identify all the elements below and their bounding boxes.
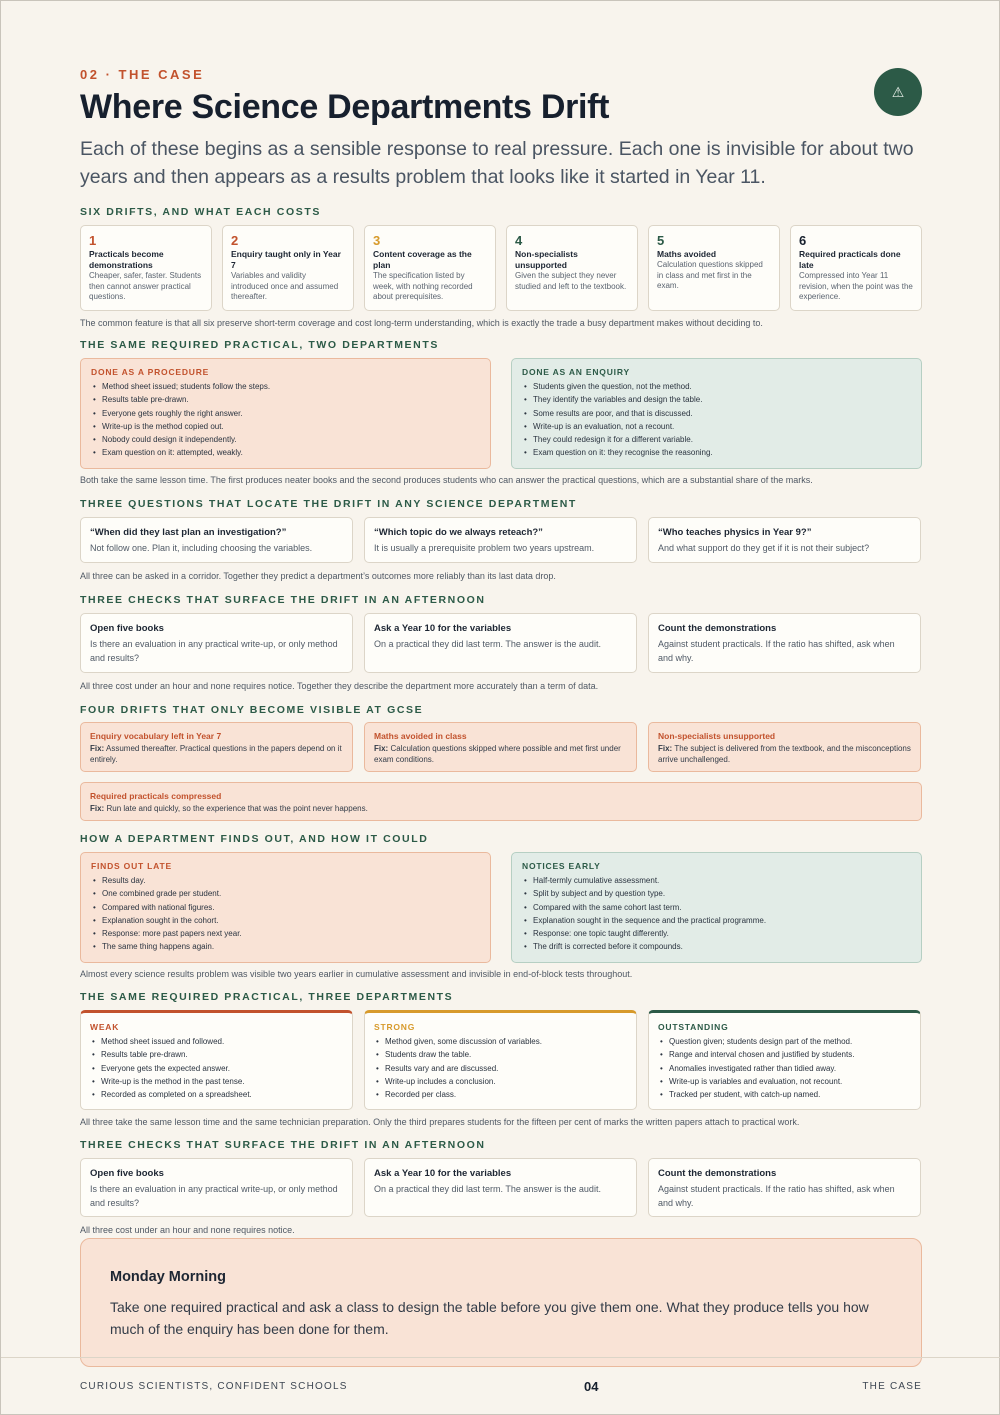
tier-title: WEAK [90,1022,120,1032]
procedure-list [91,380,480,460]
list-item: • Results day. [91,874,480,887]
list-item: • Write-up is the method in the past tense. [90,1075,343,1088]
list-item: • Write-up is an evaluation, not a recount. [522,420,911,433]
page-lede: Each of these begins as a sensible response to real pressure. Each one is invisible for about two years and then appears as a results problem that looks like it started in Year 11. [80,138,914,188]
checks-heading: THREE CHECKS THAT SURFACE THE DRIFT IN AN AFTERNOON [80,594,486,606]
practical-three-note: All three take the same lesson time and the same technician preparation. Only the third prepares students for the fifteen per cent of marks the written papers attach to practical work. [80,1117,800,1127]
gcse-drift-card-wide [80,782,922,821]
drift-number: 2 [231,233,239,248]
question-card [364,517,637,563]
tier-card-outstanding [648,1010,921,1110]
check-card [648,613,921,673]
gcse-drift-fix: Fix: The subject is delivered from the textbook, and the misconceptions arrive unchallenged. [658,744,911,764]
finds-out-late-panel [80,852,491,963]
list-item: • Compared with the same cohort last term. [522,901,911,914]
check-desc: On a practical they did last term. The answer is the audit. [374,639,601,649]
tiers-row [80,1010,922,1110]
gcse-row [80,722,922,772]
list-item: • Results table pre-drawn. [91,393,480,406]
tier-list [374,1035,627,1101]
list-item: • Write-up includes a conclusion. [374,1075,627,1088]
gcse-drift-fix: Fix: Assumed thereafter. Practical questions in the papers depend on it entirely. [90,744,342,764]
check-card [80,613,353,673]
check-title: Count the demonstrations [658,623,777,634]
drift-card [506,225,638,311]
enquiry-title: DONE AS AN ENQUIRY [522,367,630,377]
check-desc: Against student practicals. If the ratio has shifted, ask when and why. [658,639,895,663]
page-footer [80,1379,922,1395]
drift-desc: Variables and validity introduced once and assumed thereafter. [231,271,339,301]
page-content [80,67,922,1367]
enquiry-list [522,380,911,460]
gcse-drift-card [80,722,353,772]
list-item: • Response: more past papers next year. [91,927,480,940]
check-desc: Against student practicals. If the ratio has shifted, ask when and why. [658,1184,895,1208]
list-item: • Results table pre-drawn. [90,1048,343,1061]
drift-title: Practicals become demonstrations [89,249,164,270]
procedure-panel [80,358,491,469]
drift-card [648,225,780,311]
check-title: Ask a Year 10 for the variables [374,1168,512,1179]
check-title: Open five books [90,1168,164,1179]
checks-note: All three cost under an hour and none requires notice. [80,1225,295,1235]
list-item: • Write-up is the method copied out. [91,420,480,433]
tier-title: OUTSTANDING [658,1022,729,1032]
question-card [648,517,921,563]
drift-desc: Calculation questions skipped in class and met first in the exam. [657,260,763,290]
practical-two-panels [80,358,922,469]
drift-card [790,225,922,311]
question-desc: And what support do they get if it is not their subject? [658,543,870,553]
list-item: • Response: one topic taught differently. [522,927,911,940]
finds-out-late-list [91,874,480,954]
drift-desc: Cheaper, safer, faster. Students then cannot answer practical questions. [89,271,202,301]
warning-icon: ⚠ [874,68,922,116]
questions-row [80,517,922,563]
question-title: “When did they last plan an investigation?” [90,527,287,538]
drift-desc: Compressed into Year 11 revision, when the point was the experience. [799,271,913,301]
list-item: • Anomalies investigated rather than tidied away. [658,1062,911,1075]
drift-title: Content coverage as the plan [373,249,472,270]
drifts-heading: SIX DRIFTS, AND WHAT EACH COSTS [80,206,321,218]
drift-card [222,225,354,311]
question-card [80,517,353,563]
drift-title: Maths avoided [657,249,717,259]
list-item: • Range and interval chosen and justified by students. [658,1048,911,1061]
finds-out-panels [80,852,922,963]
practical-three-heading: THE SAME REQUIRED PRACTICAL, THREE DEPARTMENTS [80,991,454,1003]
question-desc: Not follow one. Plan it, including choosing the variables. [90,543,313,553]
check-desc: Is there an evaluation in any practical write-up, or only method and results? [90,1184,338,1208]
practical-two-note: Both take the same lesson time. The first produces neater books and the second produces students who can answer the practical questions, which are a substantial share of the marks. [80,475,813,485]
list-item: • Method sheet issued; students follow the steps. [91,380,480,393]
list-item: • The same thing happens again. [91,940,480,953]
check-title: Count the demonstrations [658,1168,777,1179]
drift-title: Non-specialists unsupported [515,249,578,270]
drift-number: 5 [657,233,665,248]
list-item: • Exam question on it: attempted, weakly. [91,446,480,459]
drift-card [80,225,212,311]
check-card [80,1158,353,1217]
list-item: • Students given the question, not the method. [522,380,911,393]
gcse-drift-fix: Fix: Calculation questions skipped where possible and met first under exam conditions. [374,744,621,764]
questions-heading: THREE QUESTIONS THAT LOCATE THE DRIFT IN ANY SCIENCE DEPARTMENT [80,498,577,510]
drift-desc: The specification listed by week, with nothing recorded about prerequisites. [373,271,473,301]
checks-heading: THREE CHECKS THAT SURFACE THE DRIFT IN AN AFTERNOON [80,1139,486,1151]
check-title: Ask a Year 10 for the variables [374,623,512,634]
monday-body: Take one required practical and ask a class to design the table before you give them one. What they produce tells you how much of the enquiry has been done for them. [110,1299,869,1337]
list-item: • They could redesign it for a different variable. [522,433,911,446]
tier-card-strong [364,1010,637,1110]
drifts-note: The common feature is that all six preserve short-term coverage and cost long-term understanding, which is exactly the trade a busy department makes without deciding to. [80,318,763,328]
question-desc: It is usually a prerequisite problem two years upstream. [374,543,595,553]
drift-number: 3 [373,233,381,248]
page-number: 04 [584,1379,599,1394]
gcse-drift-title: Non-specialists unsupported [658,731,776,741]
list-item: • Explanation sought in the sequence and the practical programme. [522,914,911,927]
question-title: “Who teaches physics in Year 9?” [658,527,812,538]
list-item: • Students draw the table. [374,1048,627,1061]
list-item: • Explanation sought in the cohort. [91,914,480,927]
drift-title: Enquiry taught only in Year 7 [231,249,341,270]
checks-note: All three cost under an hour and none requires notice. Together they describe the department more accurately than a term of data. [80,681,599,691]
drifts-grid [80,225,922,311]
list-item: • Tracked per student, with catch-up named. [658,1088,911,1101]
gcse-drift-fix: Fix: Run late and quickly, so the experience that was the point never happens. [90,804,368,813]
drift-card [364,225,496,311]
list-item: • Everyone gets the expected answer. [90,1062,343,1075]
question-title: “Which topic do we always reteach?” [374,527,543,538]
list-item: • Results vary and are discussed. [374,1062,627,1075]
drift-number: 4 [515,233,523,248]
procedure-title: DONE AS A PROCEDURE [91,367,210,377]
footer-divider [1,1357,1000,1358]
tier-list [90,1035,343,1101]
footer-publication: CURIOUS SCIENTISTS, CONFIDENT SCHOOLS [80,1381,348,1392]
list-item: • Method given, some discussion of variables. [374,1035,627,1048]
list-item: • Method sheet issued and followed. [90,1035,343,1048]
check-desc: On a practical they did last term. The answer is the audit. [374,1184,601,1194]
checks-row [80,613,922,673]
check-card [364,613,637,673]
list-item: • Everyone gets roughly the right answer. [91,407,480,420]
monday-morning-callout [80,1238,922,1367]
drift-number: 1 [89,233,97,248]
notices-early-list [522,874,911,954]
drift-title: Required practicals done late [799,249,901,270]
footer-section: THE CASE [862,1381,922,1392]
list-item: • The drift is corrected before it compounds. [522,940,911,953]
checks-row [80,1158,922,1217]
monday-title: Monday Morning [110,1269,226,1285]
list-item: • Write-up is variables and evaluation, not recount. [658,1075,911,1088]
tier-list [658,1035,911,1101]
finds-out-note: Almost every science results problem was visible two years earlier in cumulative assessment and invisible in end-of-block tests throughout. [80,969,633,979]
list-item: • Split by subject and by question type. [522,887,911,900]
list-item: • One combined grade per student. [91,887,480,900]
tier-card-weak [80,1010,353,1110]
gcse-drift-card [364,722,637,772]
gcse-heading: FOUR DRIFTS THAT ONLY BECOME VISIBLE AT GCSE [80,704,424,716]
list-item: • Exam question on it: they recognise the reasoning. [522,446,911,459]
list-item: • Question given; students design part of the method. [658,1035,911,1048]
finds-out-late-title: FINDS OUT LATE [91,861,172,871]
notices-early-title: NOTICES EARLY [522,861,601,871]
list-item: • Recorded as completed on a spreadsheet. [90,1088,343,1101]
gcse-drift-title: Required practicals compressed [90,791,222,801]
tier-title: STRONG [374,1022,416,1032]
gcse-drift-card [648,722,921,772]
drift-desc: Given the subject they never studied and left to the textbook. [515,271,627,291]
list-item: • Some results are poor, and that is discussed. [522,407,911,420]
list-item: • They identify the variables and design the table. [522,393,911,406]
gcse-drift-title: Enquiry vocabulary left in Year 7 [90,731,222,741]
list-item: • Nobody could design it independently. [91,433,480,446]
questions-note: All three can be asked in a corridor. Together they predict a department’s outcomes more reliably than its last data drop. [80,571,556,581]
list-item: • Recorded per class. [374,1088,627,1101]
gcse-drift-title: Maths avoided in class [374,731,467,741]
check-card [648,1158,921,1217]
finds-out-heading: HOW A DEPARTMENT FINDS OUT, AND HOW IT COULD [80,833,429,845]
notices-early-panel [511,852,922,963]
check-card [364,1158,637,1217]
practical-two-heading: THE SAME REQUIRED PRACTICAL, TWO DEPARTMENTS [80,339,439,351]
list-item: • Half-termly cumulative assessment. [522,874,911,887]
enquiry-panel [511,358,922,469]
drift-number: 6 [799,233,807,248]
page-title: Where Science Departments Drift [80,88,610,126]
section-eyebrow: 02 · THE CASE [80,67,205,82]
check-desc: Is there an evaluation in any practical write-up, or only method and results? [90,639,338,663]
check-title: Open five books [90,623,164,634]
list-item: • Compared with national figures. [91,901,480,914]
